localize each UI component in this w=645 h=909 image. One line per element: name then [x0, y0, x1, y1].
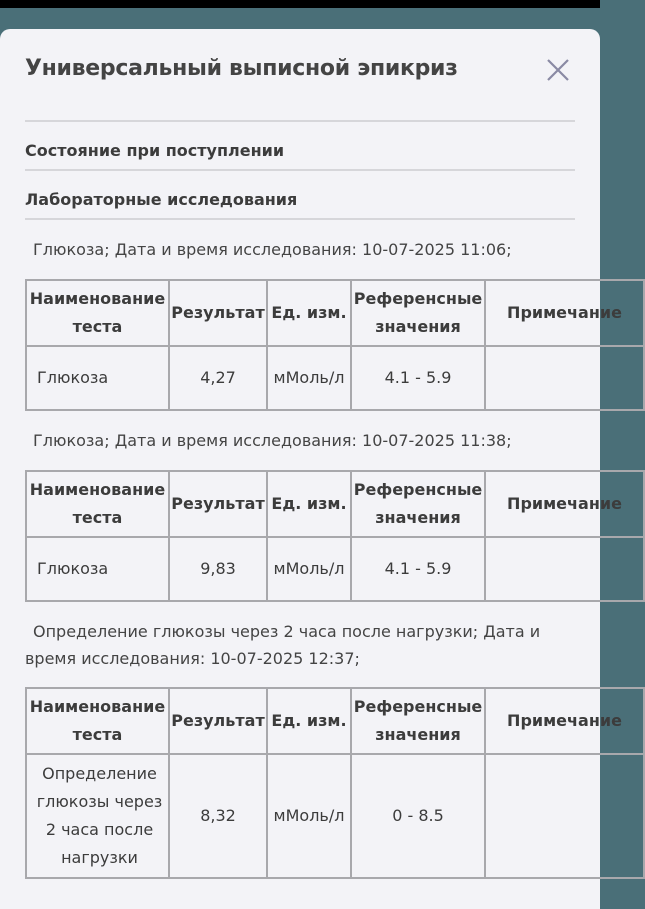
- divider: [25, 169, 575, 171]
- section-lab-tests[interactable]: Лабораторные исследования: [25, 190, 298, 209]
- status-bar: [0, 0, 600, 8]
- close-icon[interactable]: [544, 56, 572, 84]
- table-row: Глюкоза 4,27 мМоль/л 4.1 - 5.9: [26, 346, 644, 410]
- modal-title: Универсальный выписной эпикриз: [25, 56, 458, 81]
- divider: [25, 120, 575, 122]
- table-header: Наименование теста Результат Ед. изм. Референсные значения Примечание: [26, 688, 644, 754]
- table-row: Определение глюкозы через 2 часа после нагрузки 8,32 мМоль/л 0 - 8.5: [26, 754, 644, 878]
- study-meta: Определение глюкозы через 2 часа после нагрузки; Дата и время исследования: 10-07-2025 12:37;: [25, 622, 541, 668]
- study-meta: Глюкоза; Дата и время исследования: 10-07-2025 11:06;: [33, 240, 512, 259]
- table-header: Наименование теста Результат Ед. изм. Референсные значения Примечание: [26, 280, 644, 346]
- table-header: Наименование теста Результат Ед. изм. Референсные значения Примечание: [26, 471, 644, 537]
- section-admission-state[interactable]: Состояние при поступлении: [25, 141, 285, 160]
- results-table-3: [25, 687, 622, 879]
- table-row: Глюкоза 9,83 мМоль/л 4.1 - 5.9: [26, 537, 644, 601]
- results-table-1: [25, 279, 622, 411]
- divider: [25, 218, 575, 220]
- study-meta: Глюкоза; Дата и время исследования: 10-07-2025 11:38;: [33, 431, 512, 450]
- discharge-modal: [0, 29, 622, 909]
- results-table-2: [25, 470, 622, 602]
